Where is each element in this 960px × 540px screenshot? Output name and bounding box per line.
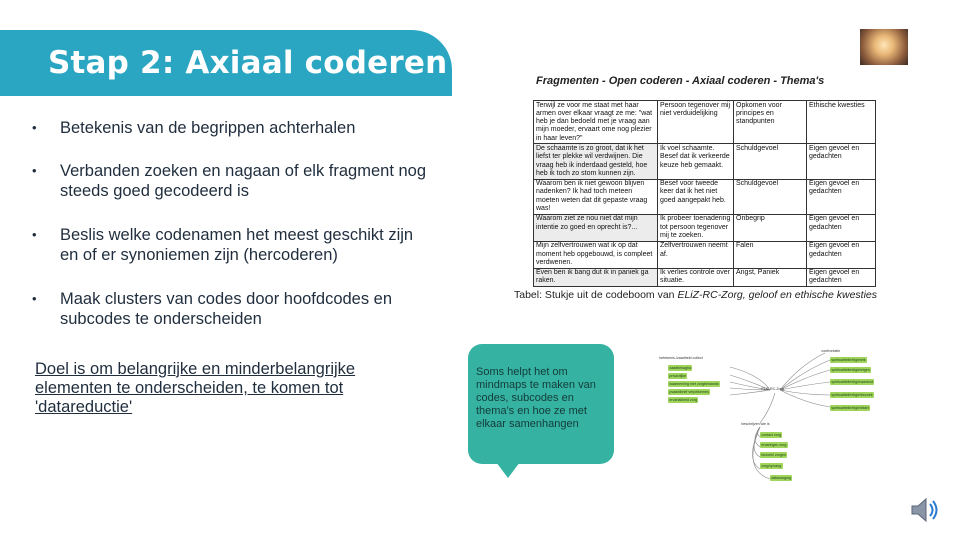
speaker-icon[interactable] bbox=[906, 492, 942, 528]
table-cell: Even ben ik bang dut ik in paniek ga raken. bbox=[534, 268, 658, 287]
table-cell: Opkomen voor principes en standpunten bbox=[734, 101, 807, 144]
mindmap-image bbox=[630, 345, 930, 485]
mindmap-node: bezoek/ zorgen bbox=[761, 452, 786, 457]
mindmap-node: betekenis-/zaadheid collect bbox=[659, 355, 703, 360]
mindmap-node: waarneming met zorgbestands bbox=[669, 381, 719, 386]
table-cell: Falen bbox=[734, 241, 807, 268]
slide-title: Stap 2: Axiaal coderen bbox=[48, 45, 448, 81]
bullet-item: • Betekenis van de begrippen achterhalen bbox=[30, 118, 430, 138]
table-cell: Persoon tegenover mij niet verduidelijking bbox=[658, 101, 734, 144]
mindmap-node: beschrijven wie is bbox=[741, 421, 770, 426]
table-row bbox=[534, 241, 876, 268]
table-cell: Terwijl ze voor me staat met haar armen over elkaar vraagt ze me: "wat heb je dan bedoeld met je vraag aan mijn moeder, ervaart ome nog plezier in haar leven?" bbox=[534, 101, 658, 144]
table-row bbox=[534, 101, 876, 144]
bullet-list bbox=[30, 118, 430, 351]
table-cell: Besef voor tweede keer dat ik het niet goed aangepakt heb. bbox=[658, 179, 734, 214]
mindmap-node: datavoeging bbox=[771, 475, 791, 480]
mindmap-node: spiritualiteit/religie/aanbod bbox=[831, 379, 873, 384]
mindmap-node: zorg/opvang bbox=[761, 463, 782, 468]
table-cell: Schuldgevoel bbox=[734, 179, 807, 214]
table-caption bbox=[514, 289, 877, 301]
table-row bbox=[534, 179, 876, 214]
table-cell: Ethische kwesties bbox=[807, 101, 876, 144]
code-table bbox=[533, 100, 876, 287]
table-row bbox=[534, 268, 876, 287]
table-cell: Eigen gevoel en gedachten bbox=[807, 179, 876, 214]
mindmap-node: spiritualiteit/religie/eigen bbox=[831, 367, 870, 372]
table-cell: Eigen gevoel en gedachten bbox=[807, 241, 876, 268]
table-cell: Zelfvertrouwen neemt af. bbox=[658, 241, 734, 268]
speech-bubble-tail bbox=[496, 462, 520, 478]
mindmap-node: contact zorg bbox=[761, 432, 781, 437]
table-cell: Eigen gevoel en gedachten bbox=[807, 144, 876, 179]
bullet-item: • Verbanden zoeken en nagaan of elk fragment nog steeds goed gecodeerd is bbox=[30, 161, 430, 201]
mindmap-node: spiritualiteit/religie/bezoek bbox=[831, 392, 873, 397]
table-caption-italic: ELiZ-RC-Zorg, geloof en ethische kwesties bbox=[677, 289, 878, 301]
mindmap-node: spiritualiteit/religie/bkkrt bbox=[831, 405, 869, 410]
table-row bbox=[534, 144, 876, 179]
mindmap-node: confrontatie bbox=[821, 348, 841, 353]
mindmap-node: ervaringen zorg bbox=[761, 442, 787, 447]
mindmap-center-node: ELiZ-RC-Zorg bbox=[761, 386, 784, 391]
fragments-header: Fragmenten - Open coderen - Axiaal coderen - Thema's bbox=[536, 75, 825, 87]
table-cell: Ik voel schaamte. Besef dat ik verkeerde keuze heb gemaakt. bbox=[658, 144, 734, 179]
mindmap-node: pvaardbrief verpeikemes bbox=[669, 389, 709, 394]
table-cell: Waarom ziet ze nou niet dat mijn intentie zo goed en oprecht is?... bbox=[534, 214, 658, 241]
sunrise-thumbnail-icon bbox=[860, 29, 908, 65]
table-row bbox=[534, 214, 876, 241]
table-cell: Onbegrip bbox=[734, 214, 807, 241]
table-caption-prefix: Tabel: Stukje uit de codeboom van bbox=[514, 289, 678, 301]
table-cell: Eigen gevoel en gedachten bbox=[807, 214, 876, 241]
mindmap-node: privacilijke bbox=[669, 373, 686, 378]
mindmap-node: spiritualiteit/religie/elk bbox=[831, 357, 866, 362]
title-banner bbox=[0, 30, 452, 96]
bullet-item: • Maak clusters van codes door hoofdcodes en subcodes te onderscheiden bbox=[30, 289, 430, 329]
mindmap-node: ervarlakheid zorg bbox=[669, 397, 697, 402]
table-cell: Schuldgevoel bbox=[734, 144, 807, 179]
table-cell: Eigen gevoel en gedachten bbox=[807, 268, 876, 287]
table-cell: Angst, Paniek bbox=[734, 268, 807, 287]
mindmap-node: zaadbekagha bbox=[669, 365, 691, 370]
goal-text: Doel is om belangrijke en minderbelangrijke elementen te onderscheiden, te komen tot 'datareductie' bbox=[35, 360, 356, 416]
bubble-text: Soms helpt het om mindmaps te maken van codes, subcodes en thema's en hoe ze met elkaar samenhangen bbox=[476, 366, 596, 430]
table-cell: Waarom ben ik niet gewoon blijven nadenken? Ik had toch meteen moeten weten dat dit gepaste vraag was! bbox=[534, 179, 658, 214]
table-cell: Mijn zelfvertrouwen wat ik op dat moment heb opgebouwd, is compleet verdwenen. bbox=[534, 241, 658, 268]
table-cell: De schaamte is zo groot, dat ik het liefst ter plekke wil verdwijnen. Die vraag heb ik inderdaad gesteld, hoe heb ik toch zo stom kunnen zijn. bbox=[534, 144, 658, 179]
thumbnail-image bbox=[858, 20, 910, 76]
table-cell: Ik probeer toenadering tot persoon tegenover mij te zoeken. bbox=[658, 214, 734, 241]
bullet-item: • Beslis welke codenamen het meest geschikt zijn en of er synoniemen zijn (hercoderen) bbox=[30, 225, 430, 265]
speech-bubble bbox=[468, 344, 614, 464]
table-cell: Ik verlies controle over situatie. bbox=[658, 268, 734, 287]
